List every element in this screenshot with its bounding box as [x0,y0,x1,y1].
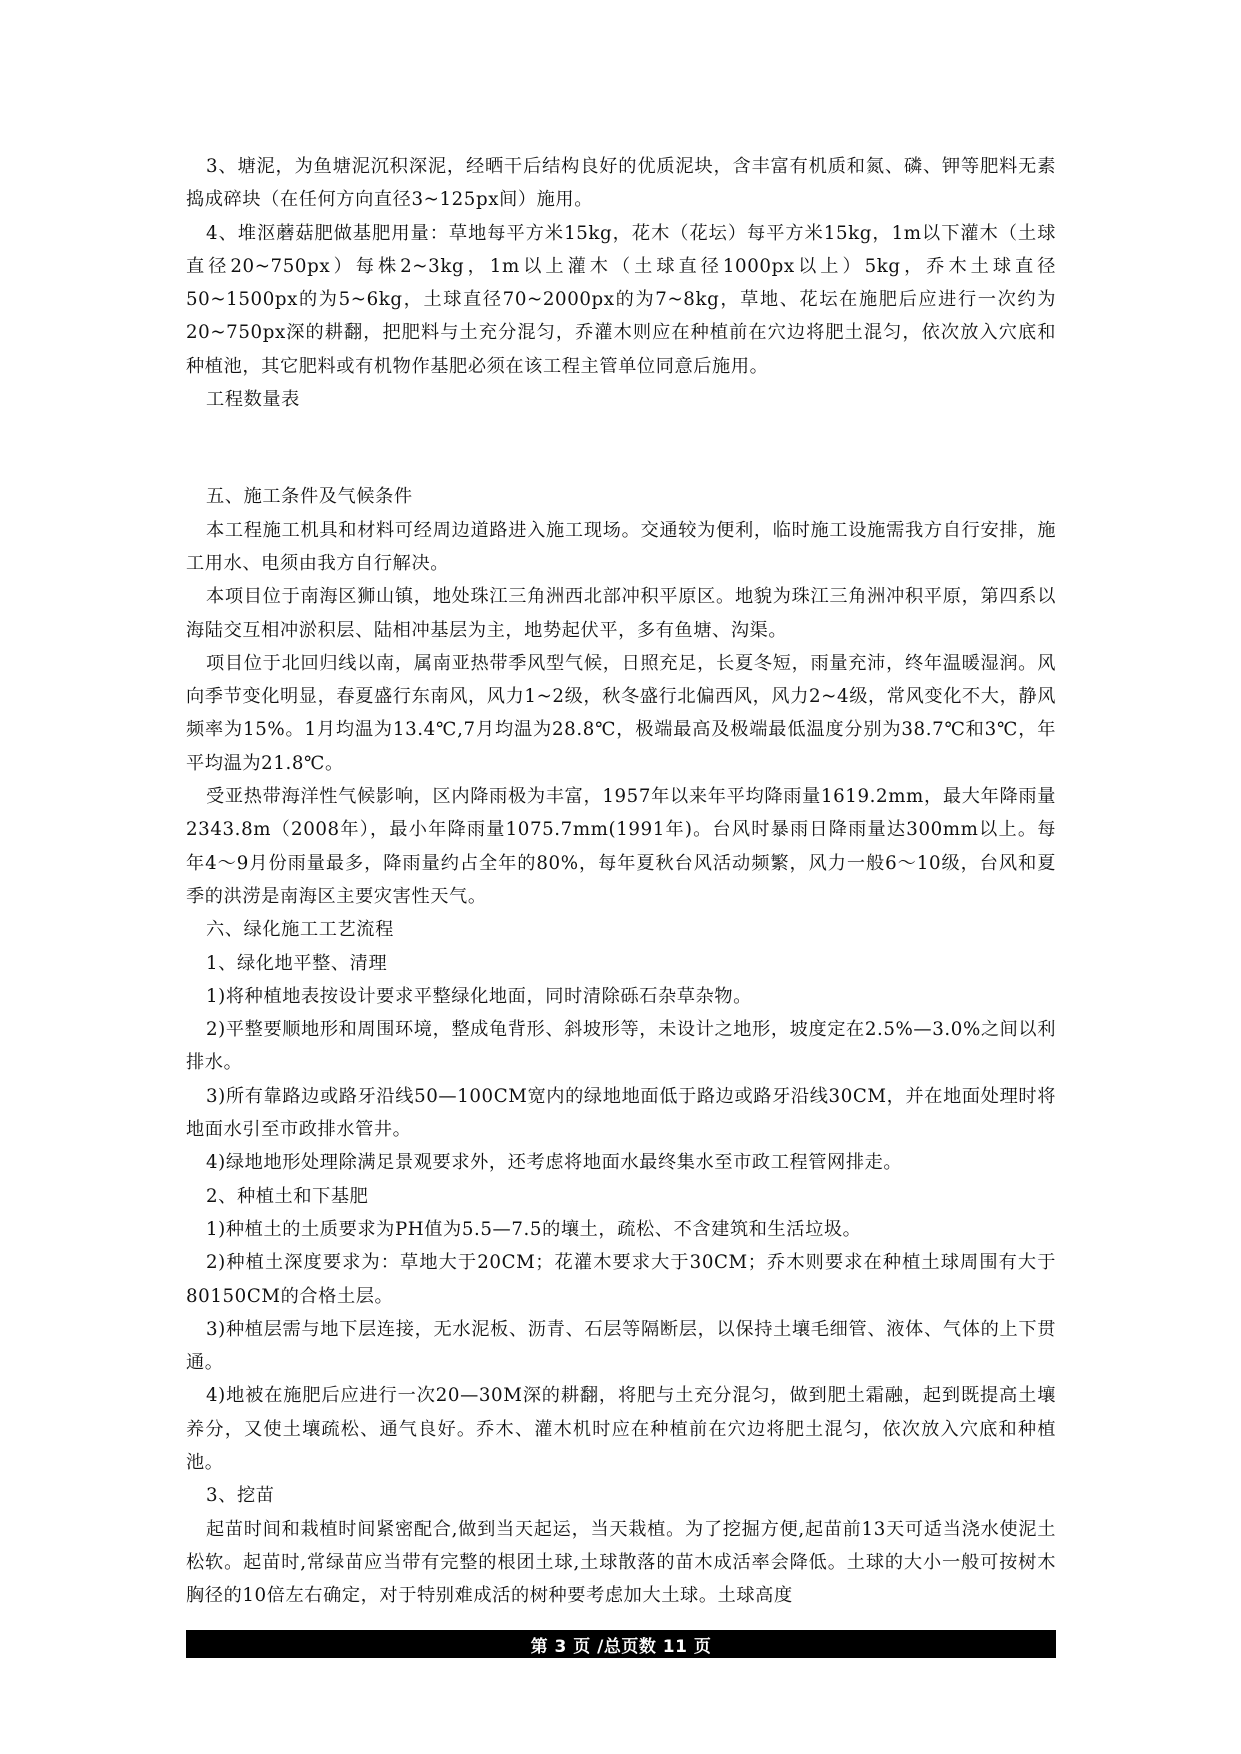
paragraph: 3)种植层需与地下层连接，无水泥板、沥青、石层等隔断层，以保持土壤毛细管、液体、气体的上下贯通。 [186,1318,1056,1374]
paragraph: 3)所有靠路边或路牙沿线50—100CM宽内的绿地地面低于路边或路牙沿线30CM，并在地面处理时将地面水引至市政排水管井。 [186,1085,1056,1141]
paragraph: 项目位于北回归线以南，属南亚热带季风型气候，日照充足，长夏冬短，雨量充沛，终年温暖湿润。风向季节变化明显，春夏盛行东南风，风力1~2级，秋冬盛行北偏西风，风力2~4级，常风变化不大，静风频率为15%。1月均温为13.4℃,7月均温为28.8℃，极端最高及极端最低温度分别为38.7℃和3℃，年平均温为21.8℃。 [186,652,1056,774]
page-number-label: 第 3 页 /总页数 11 页 [530,1636,712,1657]
subsection-heading: 1、绿化地平整、清理 [206,952,388,974]
paragraph: 本项目位于南海区狮山镇，地处珠江三角洲西北部冲积平原区。地貌为珠江三角洲冲积平原，第四系以海陆交互相冲淤积层、陆相冲基层为主，地势起伏平，多有鱼塘、沟渠。 [186,586,1056,641]
paragraph: 1)种植土的土质要求为PH值为5.5—7.5的壤土，疏松、不含建筑和生活垃圾。 [206,1218,862,1240]
page-footer [186,1630,1056,1658]
paragraph: 2)种植土深度要求为：草地大于20CM；花灌木要求大于30CM；乔木则要求在种植土球周围有大于80150CM的合格土层。 [186,1252,1056,1307]
subsection-heading: 2、种植土和下基肥 [206,1185,369,1207]
paragraph: 2)平整要顺地形和周围环境，整成龟背形、斜坡形等，未设计之地形，坡度定在2.5%—3.0%之间以利排水。 [186,1019,1056,1074]
subsection-heading: 3、挖苗 [206,1485,275,1507]
document-body [186,150,1056,1612]
paragraph: 4)地被在施肥后应进行一次20—30M深的耕翻，将肥与土充分混匀，做到肥土霜融，起到既提高土壤养分，又使土壤疏松、通气良好。乔木、灌木机时应在种植前在穴边将肥土混匀，依次放入穴底和种植池。 [186,1385,1056,1473]
paragraph: 起苗时间和栽植时间紧密配合,做到当天起运，当天栽植。为了挖掘方便,起苗前13天可适当浇水使泥土松软。起苗时,常绿苗应当带有完整的根团土球,土球散落的苗木成活率会降低。土球的大小一般可按树木胸径的10倍左右确定，对于特别难成活的树种要考虑加大土球。土球高度 [186,1518,1056,1607]
paragraph: 4、堆沤蘑菇肥做基肥用量：草地每平方米15kg，花木（花坛）每平方米15kg，1m以下灌木（土球直径20~750px）每株2~3kg，1m以上灌木（土球直径1000px以上）5kg，乔木土球直径50~1500px的为5~6kg，土球直径70~2000px的为7~8kg，草地、花坛在施肥后应进行一次约为20~750px深的耕翻，把肥料与土充分混匀，乔灌木则应在种植前在穴边将肥土混匀，依次放入穴底和种植池，其它肥料或有机物作基肥必须在该工程主管单位同意后施用。 [186,222,1056,377]
paragraph: 3、塘泥，为鱼塘泥沉积深泥，经晒干后结构良好的优质泥块，含丰富有机质和氮、磷、钾等肥料无素捣成碎块（在任何方向直径3~125px间）施用。 [186,156,1056,211]
section-heading: 六、绿化施工工艺流程 [206,919,394,941]
paragraph: 1)将种植地表按设计要求平整绿化地面，同时清除砾石杂草杂物。 [206,985,752,1007]
table-placeholder-gap [186,416,1056,480]
paragraph: 4)绿地地形处理除满足景观要求外，还考虑将地面水最终集水至市政工程管网排走。 [206,1152,903,1174]
paragraph: 本工程施工机具和材料可经周边道路进入施工现场。交通较为便利，临时施工设施需我方自行安排，施工用水、电须由我方自行解决。 [186,519,1056,574]
table-caption: 工程数量表 [206,389,300,411]
paragraph: 受亚热带海洋性气候影响，区内降雨极为丰富，1957年以来年平均降雨量1619.2mm，最大年降雨量2343.8m（2008年），最小年降雨量1075.7mm(1991年)。台风时暴雨日降雨量达300mm以上。每年4～9月份雨量最多，降雨量约占全年的80%，每年夏秋台风活动频繁，风力一般6～10级，台风和夏季的洪涝是南海区主要灾害性天气。 [186,786,1056,907]
section-heading: 五、施工条件及气候条件 [206,486,413,508]
